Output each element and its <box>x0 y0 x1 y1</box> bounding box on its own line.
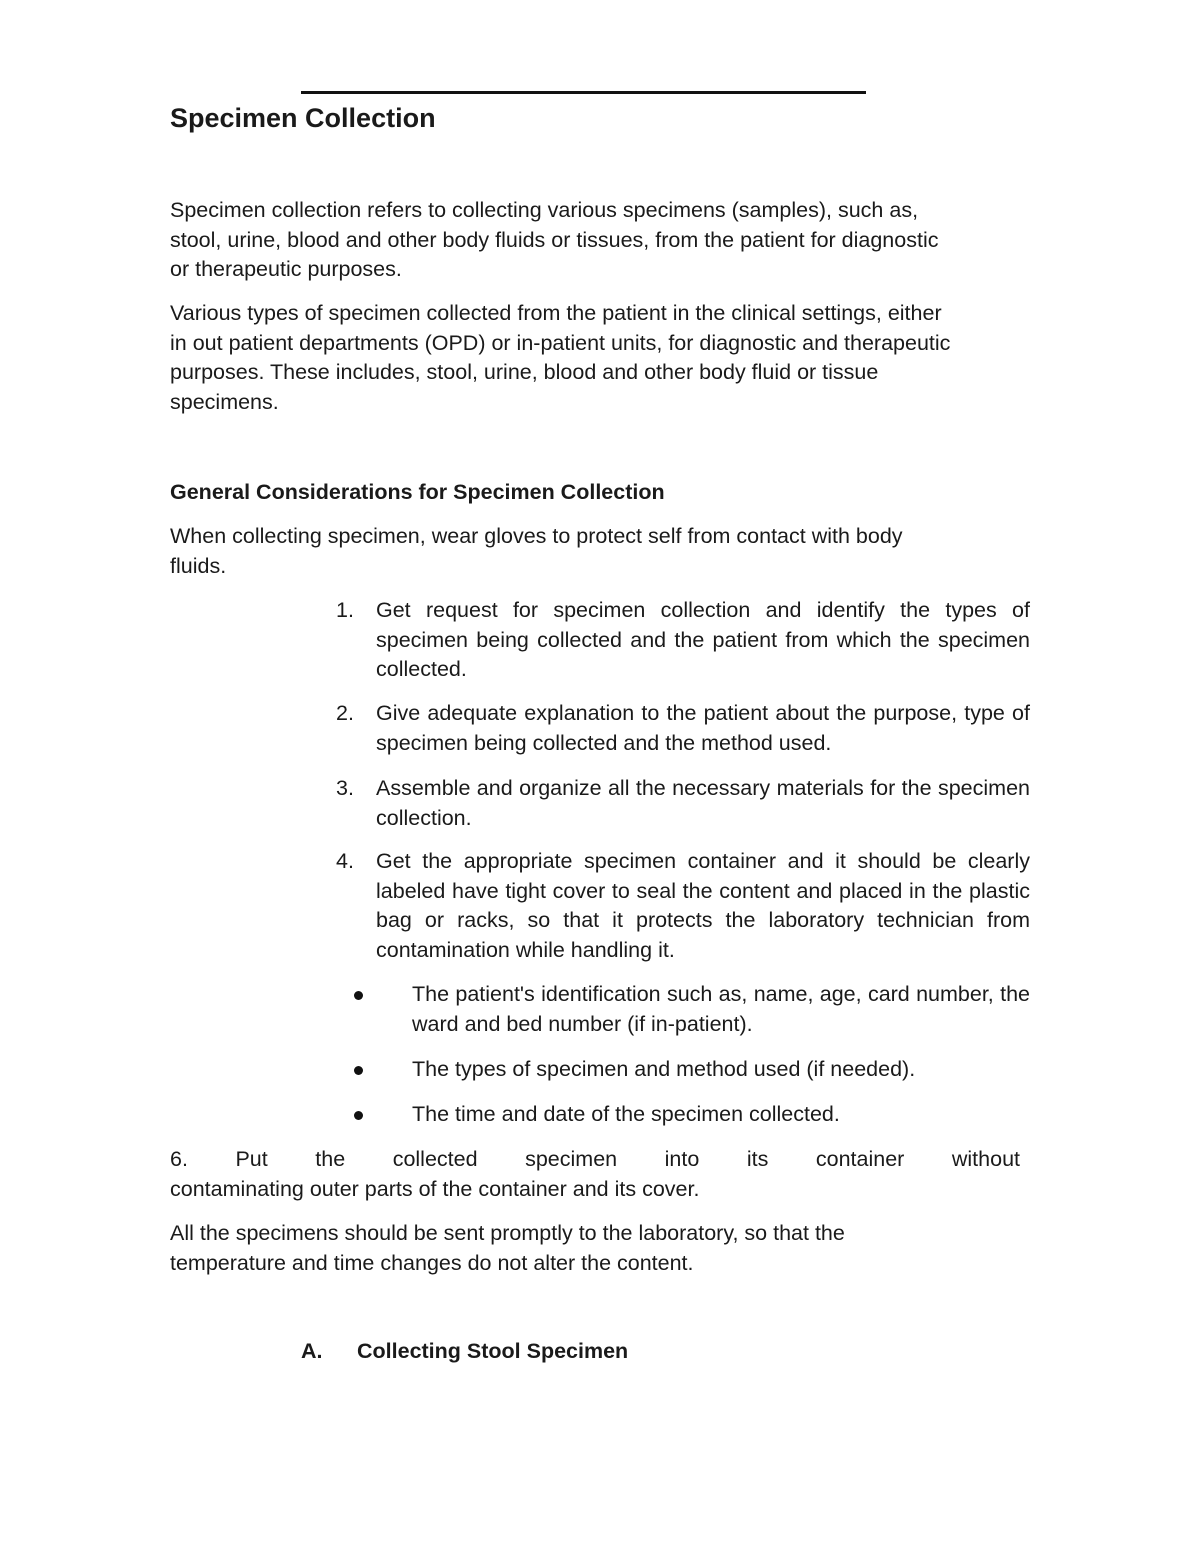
section-a-heading <box>301 1336 628 1366</box>
step-number: 1. <box>336 598 354 622</box>
step-six <box>170 1145 1020 1204</box>
label-bullet <box>350 1100 1030 1130</box>
step-six-line: contaminating outer parts of the container and its cover. <box>170 1176 700 1201</box>
types-line: in out patient departments (OPD) or in-patient units, for diagnostic and therapeutic <box>170 330 951 355</box>
step-text: Get the appropriate specimen container and it should be clearly labeled have tight cover to seal the content and placed in the plastic bag or racks, so that it protects the laboratory technician from contamination while handling it. <box>376 849 1030 962</box>
label-bullet <box>350 1055 1030 1085</box>
label-bullet <box>350 980 1030 1039</box>
step-six-line: 6. Put the collected specimen into its container without <box>170 1147 1020 1171</box>
types-line: specimens. <box>170 389 279 414</box>
prompt-line: All the specimens should be sent promptly to the laboratory, so that the <box>170 1221 845 1245</box>
step-number: 3. <box>336 776 354 800</box>
step-text: Get request for specimen collection and identify the types of specimen being collected and the patient from which the specimen collected. <box>376 598 1030 681</box>
types-line: purposes. These includes, stool, urine, blood and other body fluid or tissue <box>170 360 879 384</box>
intro-line: stool, urine, blood and other body fluids or tissues, from the patient for diagnostic <box>170 227 939 252</box>
types-paragraph <box>170 299 1040 417</box>
step-text: Assemble and organize all the necessary materials for the specimen collection. <box>376 776 1030 830</box>
step-item <box>330 847 1030 965</box>
gloves-line: fluids. <box>170 553 227 578</box>
bullet-icon <box>354 1066 363 1075</box>
step-number: 2. <box>336 701 354 725</box>
step-item <box>330 699 1030 758</box>
intro-line: Specimen collection refers to collecting various specimens (samples), such as, <box>170 198 919 222</box>
step-text: Give adequate explanation to the patient about the purpose, type of specimen being collected and the method used. <box>376 701 1030 755</box>
intro-line: or therapeutic purposes. <box>170 257 402 281</box>
header-rule <box>301 91 866 94</box>
prompt-line: temperature and time changes do not alter the content. <box>170 1250 694 1275</box>
step-item <box>330 774 1030 833</box>
step-number: 4. <box>336 849 354 873</box>
bullet-text: The types of specimen and method used (if needed). <box>412 1057 916 1081</box>
section-title: Collecting Stool Specimen <box>357 1339 629 1363</box>
bullet-icon <box>354 1111 363 1120</box>
step-item <box>330 596 1030 685</box>
prompt-paragraph <box>170 1219 1040 1278</box>
bullet-text: The patient's identification such as, name, age, card number, the ward and bed number (if in-patient). <box>412 982 1030 1036</box>
gloves-paragraph <box>170 522 1040 581</box>
gloves-line: When collecting specimen, wear gloves to protect self from contact with body <box>170 524 903 548</box>
types-line: Various types of specimen collected from the patient in the clinical settings, either <box>170 301 942 325</box>
section-letter: A. <box>301 1339 323 1363</box>
considerations-heading: General Considerations for Specimen Collection <box>170 480 665 504</box>
bullet-icon <box>354 991 363 1000</box>
intro-paragraph <box>170 196 1040 285</box>
page-title: Specimen Collection <box>170 103 436 133</box>
bullet-text: The time and date of the specimen collected. <box>412 1102 840 1126</box>
